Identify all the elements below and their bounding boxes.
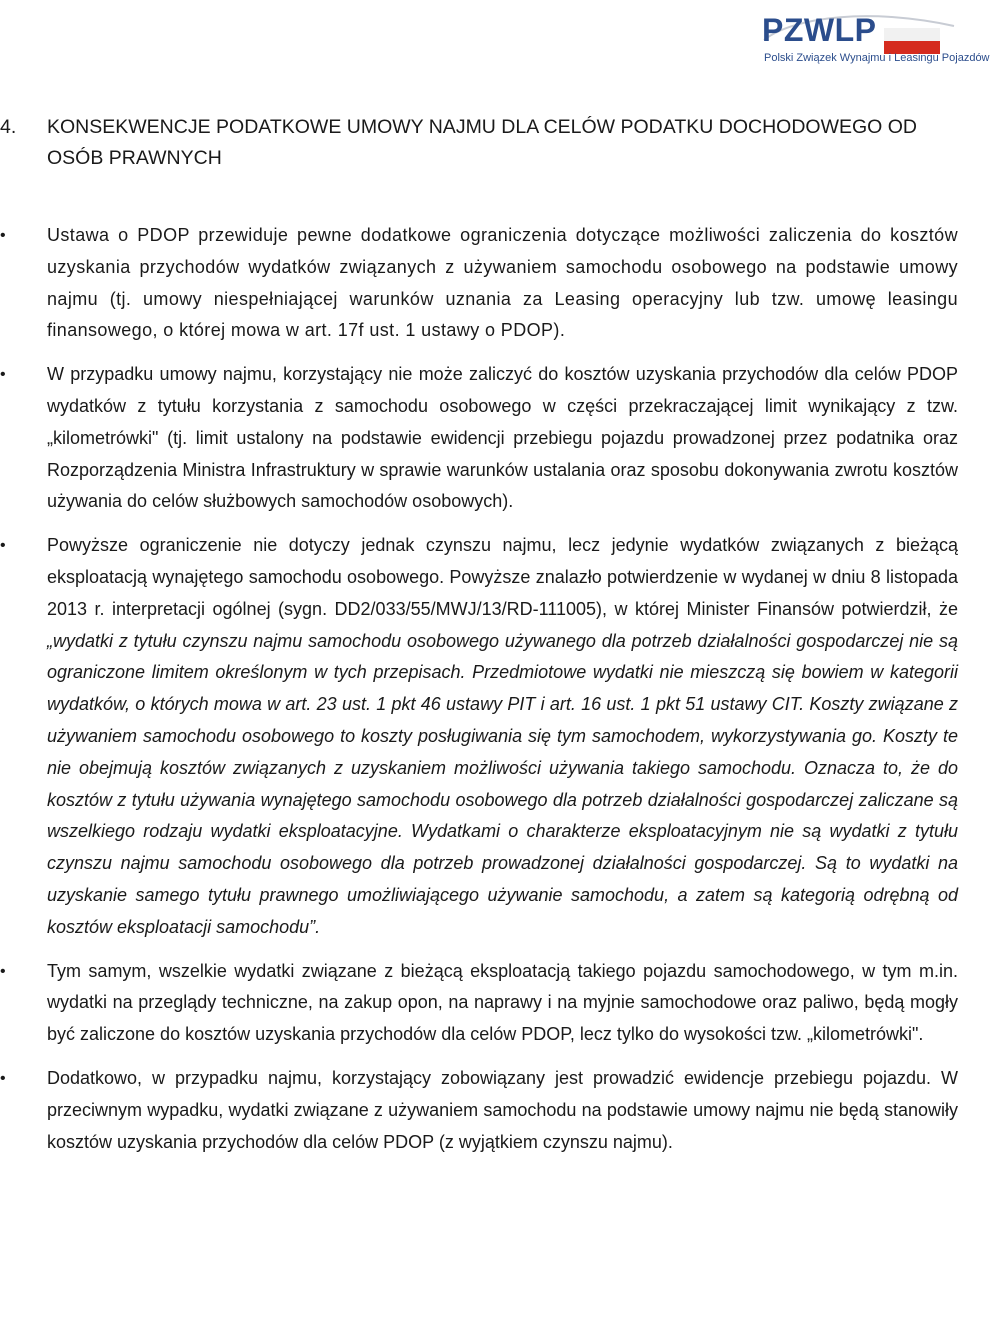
bullet-item-4 [0,956,960,1051]
logo-name: PZWLP [762,12,877,48]
bullet-quote-3: „wydatki z tytułu czynszu najmu samochodu osobowego używanego dla potrzeb działalności gospodarczej nie są ograniczone limitem określonym w tych przepisach. Przedmiotowe wydatki nie mieszczą się bowiem w kategorii wydatków, o których mowa w art. 23 ust. 1 pkt 46 ustawy PIT i art. 16 ust. 1 pkt 51 ustawy CIT. Koszty związane z używaniem samochodu osobowego to koszty posługiwania się tym samochodem, wykorzystywania go. Koszty te nie obejmują kosztów związanych z uzyskaniem możliwości używania takiego samochodu. Oznacza to, że do kosztów z tytułu używania wynajętego samochodu osobowego dla potrzeb działalności gospodarczej zaliczane są wszelkiego rodzaju wydatki eksploatacyjne. Wydatkami o charakterze eksploatacyjnym nie są wydatki z tytułu czynszu najmu samochodu osobowego dla potrzeb prowadzonej działalności gospodarczej. Są to wydatki na uzyskanie samego tytułu prawnego umożliwiającego używanie samochodu, a zatem są kategorią odrębną od kosztów eksploatacji samochodu [47,630,958,937]
section-title: KONSEKWENCJE PODATKOWE UMOWY NAJMU DLA CELÓW PODATKU DOCHODOWEGO OD OSÓB PRAWNYCH [47,116,917,169]
bullet-item-5 [0,1063,960,1158]
section-number: 4. [0,116,17,138]
bullet-text-3: Powyższe ograniczenie nie dotyczy jednak czynszu najmu, lecz jedynie wydatków związanych z bieżącą eksploatacją wynajętego samochodu osobowego. Powyższe znalazło potwierdzenie w wydanej w dniu 8 listopada 2013 r. interpretacji ogólnej (sygn. DD2/033/55/MWJ/13/RD-111005), w której Minister Finansów potwierdził, że [47,535,958,619]
bullet-item-3 [0,530,960,943]
bullet-text-5: Dodatkowo, w przypadku najmu, korzystający zobowiązany jest prowadzić ewidencje przebiegu pojazdu. W przeciwnym wypadku, wydatki związane z używaniem samochodu na podstawie umowy najmu nie będą stanowiły kosztów uzyskania przychodów dla celów PDOP (z wyjątkiem czynszu najmu). [47,1067,958,1152]
bullet-text-4: Tym samym, wszelkie wydatki związane z bieżącą eksploatacją takiego pojazdu samochodowego, w tym m.in. wydatki na przeglądy techniczne, na zakup opon, na naprawy i na myjnie samochodowe oraz paliwo, będą mogły być zaliczone do kosztów uzyskania przychodów dla celów PDOP, lecz tylko do wysokości tzw. „kilometrówki". [47,960,958,1045]
bullet-text-1: Ustawa o PDOP przewiduje pewne dodatkowe ograniczenia dotyczące możliwości zaliczenia do kosztów uzyskania przychodów wydatków związanych z używaniem samochodu osobowego na podstawie umowy najmu (tj. umowy niespełniającej warunków uznania za Leasing operacyjny lub tzw. umowę leasingu finansowego, o której mowa w art. 17f ust. 1 ustawy o PDOP). [47,225,958,341]
logo-subtitle: Polski Związek Wynajmu i Leasingu Pojazdów [764,52,990,64]
bullet-list [0,220,960,1158]
polish-flag-icon [884,28,940,54]
bullet-item-2 [0,359,960,518]
bullet-item-1 [0,220,960,347]
bullet-text-2: W przypadku umowy najmu, korzystający nie może zaliczyć do kosztów uzyskania przychodów dla celów PDOP wydatków z tytułu korzystania z samochodu osobowego w części przekraczającej limit wynikający z tzw. „kilometrówki" (tj. limit ustalony na podstawie ewidencji przebiegu pojazdu prowadzonej przez podatnika oraz Rozporządzenia Ministra Infrastruktury w sprawie warunków ustalania oraz sposobu dokonywania zwrotu kosztów używania do celów służbowych samochodów osobowych). [47,364,958,512]
pzwlp-logo [754,6,990,84]
bullet-quote-end-3: ”. [309,916,321,937]
